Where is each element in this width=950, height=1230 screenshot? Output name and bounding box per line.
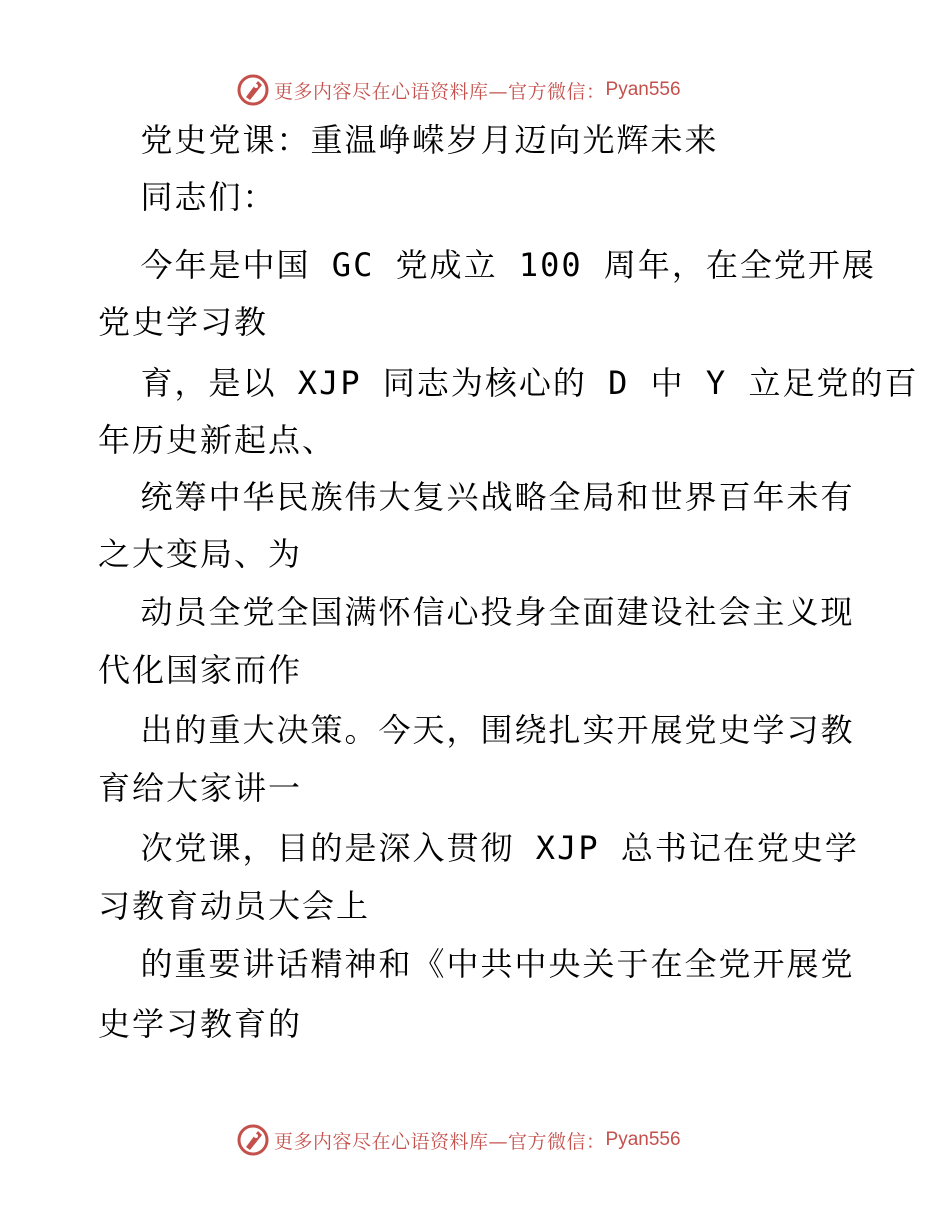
salutation: 同志们： (98, 178, 277, 216)
paragraph-line: 出的重大决策。今天，围绕扎实开展党史学习教 (98, 711, 855, 749)
paragraph-line: 代化国家而作 (98, 651, 303, 689)
header-banner-text: 更多内容尽在心语资料库—官方微信： (274, 80, 606, 103)
document-title: 党史党课：重温峥嵘岁月迈向光辉未来 (98, 121, 719, 159)
footer-banner-text: 更多内容尽在心语资料库—官方微信： (274, 1130, 606, 1153)
header-banner (236, 72, 681, 108)
paragraph-line: 之大变局、为 (98, 535, 303, 573)
paragraph-line: 今年是中国 GC 党成立 100 周年，在全党开展 (98, 246, 876, 284)
paragraph-line: 育给大家讲一 (98, 769, 303, 807)
footer-banner-wechat-id: Pyan556 (605, 1129, 681, 1150)
paragraph-line: 统筹中华民族伟大复兴战略全局和世界百年未有 (98, 478, 855, 516)
paragraph-line: 习教育动员大会上 (98, 887, 371, 925)
pen-nib-logo-icon (236, 1123, 270, 1157)
paragraph-line: 的重要讲话精神和《中共中央关于在全党开展党 (98, 945, 855, 983)
footer-banner (236, 1122, 681, 1158)
paragraph-line: 年历史新起点、 (98, 421, 337, 459)
paragraph-line: 次党课，目的是深入贯彻 XJP 总书记在党史学 (98, 829, 859, 867)
pen-nib-logo-icon (236, 73, 270, 107)
paragraph-line: 育，是以 XJP 同志为核心的 D 中 Y 立足党的百 (98, 364, 919, 402)
paragraph-line: 党史学习教 (98, 303, 269, 341)
paragraph-line: 史学习教育的 (98, 1005, 303, 1043)
header-banner-wechat-id: Pyan556 (605, 79, 681, 100)
paragraph-line: 动员全党全国满怀信心投身全面建设社会主义现 (98, 593, 855, 631)
